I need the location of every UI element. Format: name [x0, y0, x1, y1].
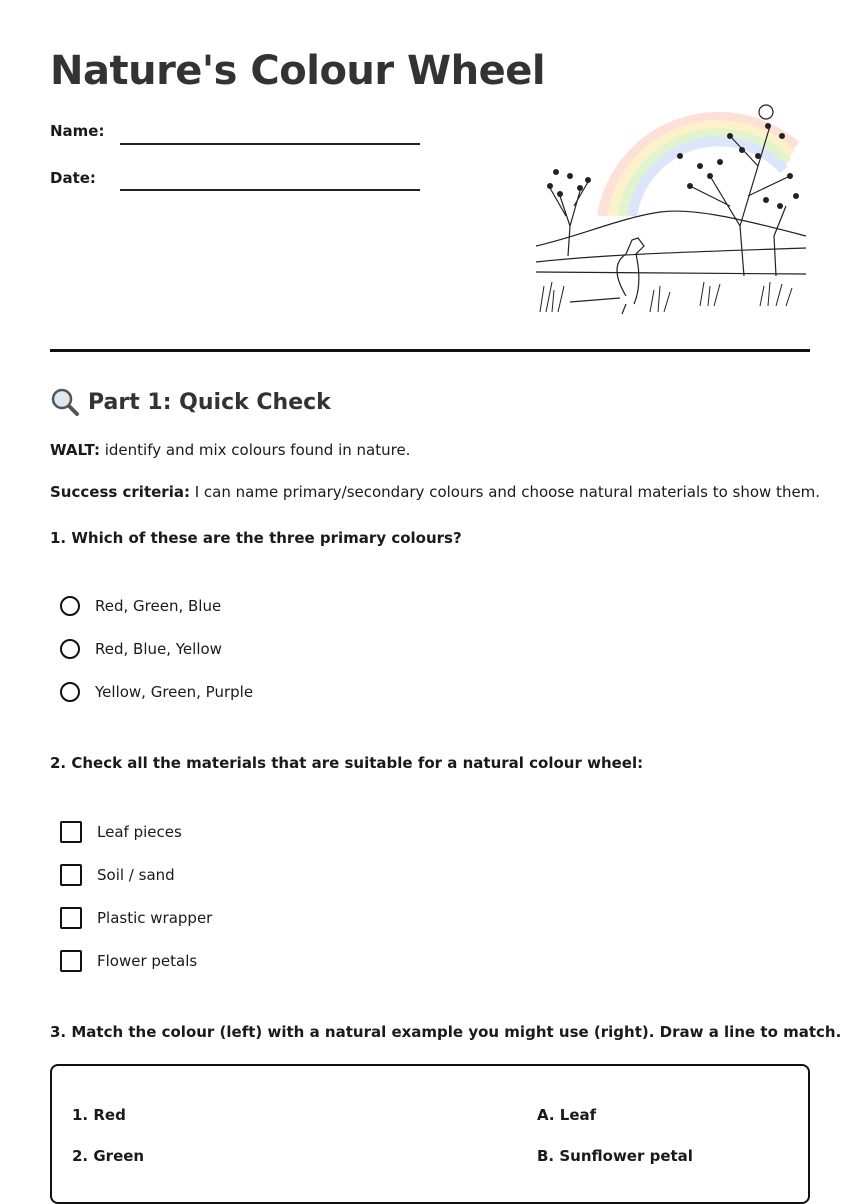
checkbox[interactable]	[60, 821, 82, 843]
question-1: 1. Which of these are the three primary colours?	[50, 529, 462, 547]
question-3: 3. Match the colour (left) with a natural example you might use (right). Draw a line to match.	[50, 1023, 842, 1041]
match-left-item[interactable]: 1. Red	[72, 1106, 126, 1124]
match-right-item[interactable]: B. Sunflower petal	[537, 1147, 693, 1165]
australian-landscape-illustration	[530, 76, 812, 322]
checkbox[interactable]	[60, 864, 82, 886]
q1-option-label: Red, Green, Blue	[95, 597, 222, 615]
page-title: Nature's Colour Wheel	[50, 48, 546, 94]
section-title-text: Part 1: Quick Check	[88, 389, 331, 415]
radio-button[interactable]	[60, 682, 80, 702]
q1-option[interactable]	[60, 637, 222, 661]
q2-option-label: Soil / sand	[97, 866, 175, 884]
success-criteria-line	[50, 483, 820, 501]
header-divider	[50, 349, 810, 352]
radio-button[interactable]	[60, 639, 80, 659]
q1-option-label: Red, Blue, Yellow	[95, 640, 222, 658]
name-line[interactable]	[120, 143, 420, 145]
q1-option[interactable]	[60, 680, 253, 704]
grass-tufts	[540, 282, 792, 312]
walt-label: WALT:	[50, 441, 100, 459]
q2-option-label: Leaf pieces	[97, 823, 182, 841]
success-criteria-text: I can name primary/secondary colours and choose natural materials to show them.	[189, 483, 821, 501]
q2-option-label: Flower petals	[97, 952, 198, 970]
match-right-item[interactable]: A. Leaf	[537, 1106, 597, 1124]
radio-button[interactable]	[60, 596, 80, 616]
koala-icon	[759, 105, 773, 119]
walt-text: identify and mix colours found in nature.	[99, 441, 411, 459]
section-title-part1	[50, 387, 331, 417]
question-2: 2. Check all the materials that are suitable for a natural colour wheel:	[50, 754, 644, 772]
date-line[interactable]	[120, 189, 420, 191]
checkbox[interactable]	[60, 907, 82, 929]
q2-option[interactable]	[60, 906, 212, 930]
matching-box	[50, 1064, 810, 1204]
success-criteria-label: Success criteria:	[50, 483, 190, 501]
q1-option-label: Yellow, Green, Purple	[95, 683, 254, 701]
q2-option[interactable]	[60, 820, 182, 844]
magnifying-glass-icon	[50, 387, 80, 417]
checkbox[interactable]	[60, 950, 82, 972]
walt-line	[50, 441, 410, 459]
name-label: Name:	[50, 122, 105, 140]
q1-option[interactable]	[60, 594, 221, 618]
q2-option-label: Plastic wrapper	[97, 909, 213, 927]
q2-option[interactable]	[60, 949, 197, 973]
match-left-item[interactable]: 2. Green	[72, 1147, 145, 1165]
date-label: Date:	[50, 169, 96, 187]
q2-option[interactable]	[60, 863, 175, 887]
